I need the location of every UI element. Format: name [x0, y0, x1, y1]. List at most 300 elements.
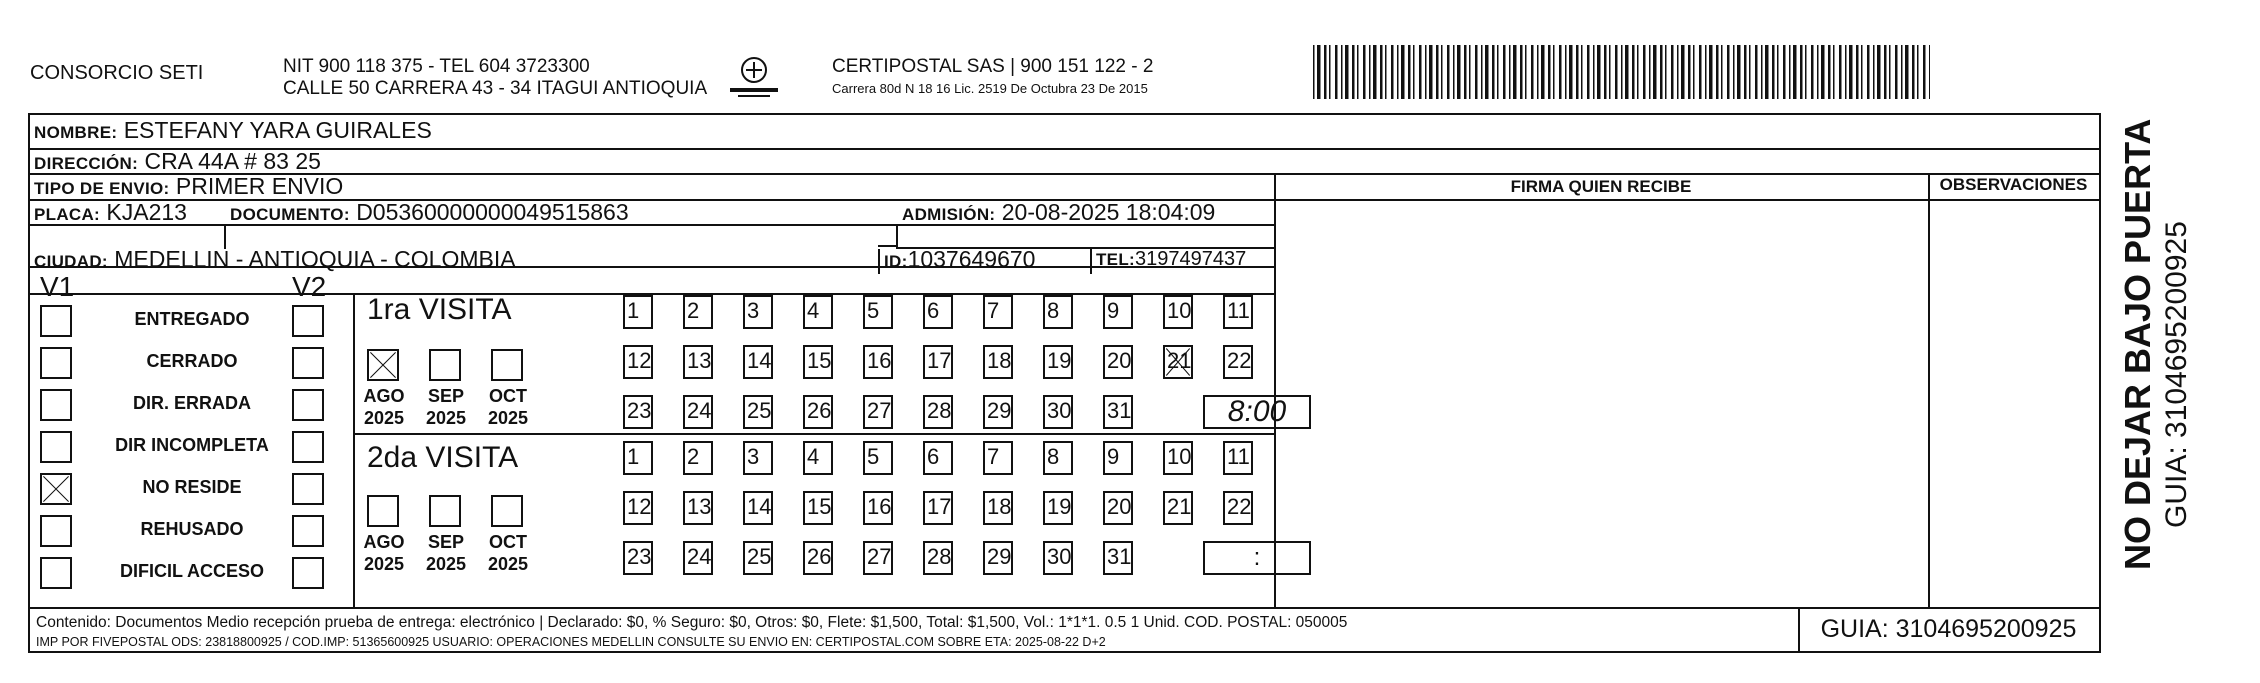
- x-mark-icon: [1165, 347, 1191, 377]
- barcode-bar: [1576, 45, 1579, 99]
- status-label: NO RESIDE: [142, 477, 242, 497]
- barcode-bar: [1877, 45, 1881, 99]
- day-number: 17: [927, 348, 952, 373]
- admision-value: 20-08-2025 18:04:09: [1001, 199, 1216, 225]
- day-number: 17: [927, 494, 952, 519]
- barcode-bar: [1385, 45, 1387, 99]
- barcode-bar: [1737, 45, 1741, 99]
- barcode-bar: [1643, 45, 1646, 99]
- barcode-bar: [1408, 45, 1411, 99]
- month-label: [483, 385, 533, 429]
- barcode-bar: [1492, 45, 1495, 99]
- day-number: 26: [807, 544, 832, 569]
- day-box[interactable]: [1163, 491, 1193, 525]
- barcode-bar: [1373, 45, 1377, 99]
- status-label: REHUSADO: [140, 519, 244, 539]
- month-name: AGO: [363, 386, 405, 406]
- barcode-bar: [1481, 45, 1483, 99]
- ciudad-row: CIUDAD: MEDELLIN - ANTIOQUIA - COLOMBIA: [34, 246, 516, 272]
- day-number: 7: [987, 444, 1000, 469]
- x-mark-icon: [42, 475, 70, 503]
- barcode-bar: [1811, 45, 1814, 99]
- day-number: 23: [627, 398, 652, 423]
- day-box[interactable]: [923, 295, 953, 329]
- visit-title: 1ra VISITA: [367, 293, 512, 326]
- v2-checkbox[interactable]: [292, 431, 324, 463]
- day-number: 20: [1107, 348, 1132, 373]
- day-box[interactable]: [1103, 295, 1133, 329]
- day-box[interactable]: [1163, 441, 1193, 475]
- barcode-bar: [1457, 45, 1461, 99]
- barcode-bar: [1335, 45, 1338, 99]
- admision-row: ADMISIÓN: 20-08-2025 18:04:09: [902, 199, 1216, 225]
- barcode-bar: [1693, 45, 1695, 99]
- v1-label: V1: [40, 271, 75, 302]
- v1-checkbox[interactable]: [40, 557, 72, 589]
- day-number: 16: [867, 348, 892, 373]
- company-name: CONSORCIO SETI: [30, 62, 204, 84]
- day-box[interactable]: [683, 395, 713, 429]
- day-number: 20: [1107, 494, 1132, 519]
- day-number: 3: [747, 444, 760, 469]
- direccion-row: DIRECCIÓN: CRA 44A # 83 25: [34, 148, 321, 174]
- barcode-bar: [1541, 45, 1545, 99]
- day-box[interactable]: [683, 541, 713, 575]
- barcode-bar: [1531, 45, 1534, 99]
- barcode-bar: [1369, 45, 1371, 99]
- barcode-bar: [1397, 45, 1399, 99]
- day-number: 19: [1047, 348, 1072, 373]
- day-box[interactable]: [683, 491, 713, 525]
- day-box[interactable]: [983, 491, 1013, 525]
- day-box[interactable]: [623, 395, 653, 429]
- month-label: [421, 531, 471, 575]
- day-number: 26: [807, 398, 832, 423]
- day-box[interactable]: [623, 541, 653, 575]
- ciudad-value: MEDELLIN - ANTIOQUIA - COLOMBIA: [114, 246, 516, 272]
- v2-checkbox[interactable]: [292, 473, 324, 505]
- day-number: 21: [1167, 494, 1192, 519]
- barcode-bar: [1828, 45, 1831, 99]
- day-box[interactable]: [1043, 395, 1073, 429]
- month-name: SEP: [427, 532, 465, 552]
- day-number: 4: [807, 444, 820, 469]
- footer-guia: GUIA: 3104695200925: [1820, 615, 2077, 643]
- day-box[interactable]: [683, 295, 713, 329]
- visit-1: [353, 293, 1287, 433]
- barcode-bar: [1503, 45, 1506, 99]
- barcode-bar: [1581, 45, 1583, 99]
- firma-header: FIRMA QUIEN RECIBE: [1510, 177, 1692, 196]
- month-label: [483, 531, 533, 575]
- barcode-bar: [1755, 45, 1758, 99]
- month-checkbox[interactable]: [491, 495, 523, 527]
- time-box[interactable]: 8:00: [1203, 395, 1311, 429]
- status-label: DIR. ERRADA: [132, 393, 251, 413]
- month-checkbox[interactable]: [367, 495, 399, 527]
- month-checkbox[interactable]: [491, 349, 523, 381]
- barcode-bar: [1793, 45, 1797, 99]
- day-box[interactable]: [863, 441, 893, 475]
- day-number: 7: [987, 298, 1000, 323]
- barcode-bar: [1317, 45, 1321, 99]
- barcode-bar: [1324, 45, 1327, 99]
- tipo-value: PRIMER ENVIO: [175, 173, 344, 199]
- day-number: 31: [1107, 544, 1132, 569]
- day-number: 14: [747, 348, 772, 373]
- day-box[interactable]: [1043, 491, 1073, 525]
- day-number: 29: [987, 398, 1012, 423]
- barcode-bar: [1436, 45, 1439, 99]
- v1-checkbox[interactable]: [40, 431, 72, 463]
- month-label: [359, 385, 409, 429]
- documento-value: D05360000000049515863: [356, 199, 629, 225]
- barcode-bar: [1709, 45, 1713, 99]
- v1-checkbox[interactable]: [40, 389, 72, 421]
- day-number: 12: [627, 348, 652, 373]
- barcode-bar: [1677, 45, 1679, 99]
- id-value: 1037649670: [907, 246, 1036, 272]
- day-number: 1: [627, 298, 640, 323]
- day-number: 14: [747, 494, 772, 519]
- day-box[interactable]: [1043, 345, 1073, 379]
- day-box[interactable]: [863, 541, 893, 575]
- day-number: 18: [987, 494, 1012, 519]
- barcode-bar: [1688, 45, 1691, 99]
- day-box[interactable]: [743, 441, 773, 475]
- day-box[interactable]: [983, 345, 1013, 379]
- day-box[interactable]: [863, 345, 893, 379]
- barcode-bar: [1849, 45, 1853, 99]
- day-box[interactable]: [983, 541, 1013, 575]
- day-number: 29: [987, 544, 1012, 569]
- barcode-bar: [1929, 45, 1930, 99]
- month-year: 2025: [487, 408, 529, 428]
- day-box[interactable]: [803, 441, 833, 475]
- barcode-bar: [1761, 45, 1763, 99]
- barcode-icon: [1313, 45, 1930, 99]
- certipostal-name: CERTIPOSTAL SAS | 900 151 122 - 2: [832, 56, 1154, 77]
- month-year: 2025: [425, 408, 467, 428]
- month-name: AGO: [363, 532, 405, 552]
- day-number: 10: [1167, 298, 1192, 323]
- month-label: [421, 385, 471, 429]
- day-box[interactable]: [803, 395, 833, 429]
- day-box[interactable]: [743, 395, 773, 429]
- contenido-line: Contenido: Documentos Medio recepción prueba de entrega: electrónico | Declarado: $0, % Seguro: $0, Otros: $0, Flete: $1,500, Total: $1,500, Vol.: 1*1*1. 0.5 1 Unid. COD. POSTAL: 050005: [36, 614, 1348, 631]
- month-label: [359, 531, 409, 575]
- barcode-bar: [1537, 45, 1539, 99]
- barcode-bar: [1604, 45, 1607, 99]
- barcode-bar: [1469, 45, 1471, 99]
- day-box[interactable]: [923, 345, 953, 379]
- day-number: 23: [627, 544, 652, 569]
- v2-checkbox[interactable]: [292, 515, 324, 547]
- day-box[interactable]: [623, 441, 653, 475]
- barcode-bar: [1733, 45, 1735, 99]
- barcode-bar: [1425, 45, 1427, 99]
- month-name: OCT: [489, 386, 527, 406]
- nit-line: NIT 900 118 375 - TEL 604 3723300: [283, 56, 590, 77]
- day-number: 27: [867, 544, 892, 569]
- barcode-bar: [1621, 45, 1623, 99]
- barcode-bar: [1783, 45, 1786, 99]
- id-row: ID:1037649670: [884, 246, 1036, 272]
- day-number: 2: [687, 298, 700, 323]
- day-number: 19: [1047, 494, 1072, 519]
- day-box[interactable]: [1223, 441, 1253, 475]
- barcode-bar: [1559, 45, 1562, 99]
- barcode-bar: [1660, 45, 1663, 99]
- day-number: 6: [927, 298, 940, 323]
- status-label: ENTREGADO: [134, 309, 250, 329]
- barcode-bar: [1800, 45, 1803, 99]
- day-number: 3: [747, 298, 760, 323]
- day-box[interactable]: [1223, 491, 1253, 525]
- day-box[interactable]: [803, 345, 833, 379]
- day-number: 28: [927, 398, 952, 423]
- day-number: 1: [627, 444, 640, 469]
- day-box[interactable]: [803, 295, 833, 329]
- barcode-bar: [1772, 45, 1775, 99]
- address-line: CALLE 50 CARRERA 43 - 34 ITAGUI ANTIOQUIA: [283, 78, 708, 99]
- v2-checkbox[interactable]: [292, 305, 324, 337]
- day-box[interactable]: [863, 395, 893, 429]
- month-year: 2025: [487, 554, 529, 574]
- day-box[interactable]: [1103, 345, 1133, 379]
- day-number: 15: [807, 348, 832, 373]
- day-number: 16: [867, 494, 892, 519]
- barcode-bar: [1632, 45, 1635, 99]
- month-checkbox[interactable]: [429, 495, 461, 527]
- day-number: 24: [687, 398, 712, 423]
- tel-value: 3197497437: [1134, 248, 1247, 270]
- day-box[interactable]: [743, 541, 773, 575]
- day-number: 5: [867, 444, 880, 469]
- day-number: 9: [1107, 444, 1120, 469]
- day-number: 8: [1047, 298, 1060, 323]
- barcode-bar: [1923, 45, 1926, 99]
- day-number: 10: [1167, 444, 1192, 469]
- barcode-bar: [1357, 45, 1359, 99]
- day-box[interactable]: [803, 541, 833, 575]
- barcode-bar: [1625, 45, 1629, 99]
- barcode-bar: [1895, 45, 1898, 99]
- day-number: 4: [807, 298, 820, 323]
- side-guia: GUIA: 3104695200925: [2160, 221, 2193, 528]
- month-year: 2025: [425, 554, 467, 574]
- day-box[interactable]: [863, 491, 893, 525]
- visit-title: 2da VISITA: [367, 441, 519, 474]
- barcode-bar: [1609, 45, 1611, 99]
- day-number: 28: [927, 544, 952, 569]
- barcode-bar: [1520, 45, 1523, 99]
- barcode-bar: [1313, 45, 1315, 99]
- barcode-bar: [1653, 45, 1657, 99]
- placa-value: KJA213: [106, 199, 187, 225]
- v2-label: V2: [292, 271, 327, 302]
- v2-checkbox[interactable]: [292, 389, 324, 421]
- x-mark-icon: [369, 351, 397, 379]
- barcode-bar: [1548, 45, 1551, 99]
- day-box[interactable]: [743, 345, 773, 379]
- day-number: 2: [687, 444, 700, 469]
- day-number: 30: [1047, 544, 1072, 569]
- barcode-bar: [1884, 45, 1887, 99]
- v1-checkbox[interactable]: [40, 305, 72, 337]
- day-box[interactable]: [923, 491, 953, 525]
- day-number: 15: [807, 494, 832, 519]
- day-box[interactable]: [743, 491, 773, 525]
- tipo-row: TIPO DE ENVIO: PRIMER ENVIO: [34, 173, 344, 199]
- barcode-bar: [1509, 45, 1511, 99]
- status-label: DIFICIL ACCESO: [119, 561, 264, 581]
- barcode-bar: [1513, 45, 1517, 99]
- day-box[interactable]: [1223, 295, 1253, 329]
- barcode-bar: [1565, 45, 1567, 99]
- barcode-bar: [1833, 45, 1835, 99]
- barcode-bar: [1727, 45, 1730, 99]
- barcode-bar: [1744, 45, 1747, 99]
- day-box[interactable]: [1043, 541, 1073, 575]
- day-number: 6: [927, 444, 940, 469]
- barcode-bar: [1391, 45, 1394, 99]
- barcode-bar: [1615, 45, 1618, 99]
- day-box[interactable]: [983, 441, 1013, 475]
- barcode-bar: [1587, 45, 1590, 99]
- v1-checkbox[interactable]: [40, 347, 72, 379]
- month-year: 2025: [363, 408, 405, 428]
- day-box[interactable]: [623, 345, 653, 379]
- placa-row: PLACA: KJA213: [34, 199, 187, 225]
- day-box[interactable]: [1223, 345, 1253, 379]
- barcode-bar: [1671, 45, 1674, 99]
- barcode-bar: [1329, 45, 1331, 99]
- day-box[interactable]: [1043, 441, 1073, 475]
- day-box[interactable]: [803, 491, 833, 525]
- barcode-bar: [1637, 45, 1639, 99]
- day-box[interactable]: [683, 441, 713, 475]
- barcode-bar: [1917, 45, 1919, 99]
- barcode-bar: [1464, 45, 1467, 99]
- month-name: SEP: [427, 386, 465, 406]
- day-number: 25: [747, 398, 772, 423]
- month-name: OCT: [489, 532, 527, 552]
- barcode-bar: [1889, 45, 1891, 99]
- day-box[interactable]: [1163, 345, 1193, 379]
- day-box[interactable]: [623, 491, 653, 525]
- day-box[interactable]: [863, 295, 893, 329]
- v1-checkbox[interactable]: [40, 515, 72, 547]
- barcode-bar: [1867, 45, 1870, 99]
- day-box[interactable]: [1103, 395, 1133, 429]
- barcode-bar: [1905, 45, 1909, 99]
- day-box[interactable]: [1103, 541, 1133, 575]
- barcode-bar: [1681, 45, 1685, 99]
- day-number: 8: [1047, 444, 1060, 469]
- day-box[interactable]: [983, 295, 1013, 329]
- visit-2: [353, 433, 1274, 607]
- barcode-bar: [1749, 45, 1751, 99]
- v1-checkbox[interactable]: [40, 473, 72, 505]
- day-number: 5: [867, 298, 880, 323]
- day-box[interactable]: [683, 345, 713, 379]
- barcode-bar: [1441, 45, 1443, 99]
- day-number: 11: [1227, 298, 1250, 323]
- barcode-bar: [1777, 45, 1779, 99]
- barcode-bar: [1363, 45, 1366, 99]
- barcode-bar: [1341, 45, 1343, 99]
- barcode-bar: [1345, 45, 1349, 99]
- month-checkbox[interactable]: [367, 349, 399, 381]
- day-number: 22: [1227, 348, 1252, 373]
- day-box[interactable]: [1103, 491, 1133, 525]
- day-number: 11: [1227, 444, 1250, 469]
- barcode-bar: [1401, 45, 1405, 99]
- day-box[interactable]: [623, 295, 653, 329]
- day-number: 22: [1227, 494, 1252, 519]
- barcode-bar: [1912, 45, 1915, 99]
- day-number: 31: [1107, 398, 1132, 423]
- certipostal-logo-icon: [726, 54, 782, 100]
- day-number: 13: [687, 348, 712, 373]
- day-number: 21: [1167, 348, 1192, 373]
- barcode-bar: [1429, 45, 1433, 99]
- imp-line: IMP POR FIVEPOSTAL ODS: 23818800925 / COD.IMP: 51365600925 USUARIO: OPERACIONES MEDELLIN CONSULTE SU ENVIO EN: CERTIPOSTAL.COM SOBRE ETA: 2025-08-22 D+2: [36, 635, 1106, 649]
- day-number: 13: [687, 494, 712, 519]
- month-checkbox[interactable]: [429, 349, 461, 381]
- status-label: CERRADO: [146, 351, 238, 371]
- barcode-bar: [1699, 45, 1702, 99]
- day-box[interactable]: [923, 395, 953, 429]
- no-dejar-notice: NO DEJAR BAJO PUERTA: [2117, 118, 2158, 570]
- day-box[interactable]: [923, 541, 953, 575]
- barcode-bar: [1901, 45, 1903, 99]
- day-number: 30: [1047, 398, 1072, 423]
- v2-checkbox[interactable]: [292, 557, 324, 589]
- barcode-bar: [1447, 45, 1450, 99]
- barcode-bar: [1475, 45, 1478, 99]
- barcode-bar: [1705, 45, 1707, 99]
- observaciones-header: OBSERVACIONES: [1939, 175, 2088, 194]
- certipostal-address: Carrera 80d N 18 16 Lic. 2519 De Octubra 23 De 2015: [832, 81, 1148, 96]
- day-number: 27: [867, 398, 892, 423]
- barcode-bar: [1380, 45, 1383, 99]
- day-box[interactable]: [743, 295, 773, 329]
- day-number: 18: [987, 348, 1012, 373]
- time-box[interactable]: :: [1203, 541, 1311, 575]
- barcode-bar: [1413, 45, 1415, 99]
- barcode-bar: [1817, 45, 1819, 99]
- day-box[interactable]: [1103, 441, 1133, 475]
- month-year: 2025: [363, 554, 405, 574]
- day-box[interactable]: [923, 441, 953, 475]
- barcode-bar: [1716, 45, 1719, 99]
- day-box[interactable]: [1163, 295, 1193, 329]
- status-list: [30, 293, 353, 607]
- barcode-bar: [1839, 45, 1842, 99]
- barcode-bar: [1649, 45, 1651, 99]
- v2-checkbox[interactable]: [292, 347, 324, 379]
- barcode-bar: [1821, 45, 1825, 99]
- barcode-bar: [1665, 45, 1667, 99]
- day-box[interactable]: [1043, 295, 1073, 329]
- delivery-form: [28, 113, 2101, 653]
- barcode-bar: [1525, 45, 1527, 99]
- barcode-bar: [1419, 45, 1422, 99]
- day-box[interactable]: [983, 395, 1013, 429]
- barcode-bar: [1497, 45, 1499, 99]
